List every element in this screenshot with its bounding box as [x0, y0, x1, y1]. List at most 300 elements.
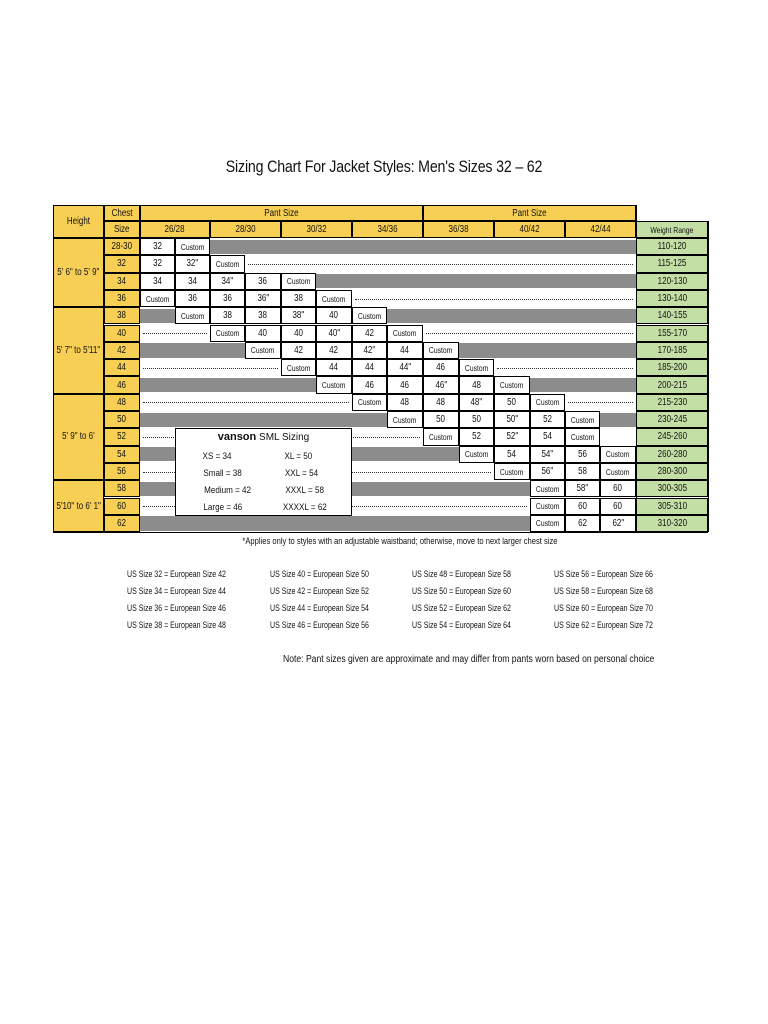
no-fit-bar — [140, 343, 245, 357]
pant-size-cell — [245, 325, 281, 342]
pant-size-cell — [210, 307, 245, 324]
weight-range-cell — [636, 463, 708, 480]
custom-size-cell-text: Custom — [535, 397, 560, 408]
weight-range-cell-text: 260-280 — [657, 448, 687, 460]
vanson-size-xl: XL = 50 — [284, 451, 313, 462]
height-header — [53, 205, 104, 238]
pant-size-cell-text: 42 — [365, 327, 374, 339]
pant-size-cell-text: 48 — [472, 379, 481, 391]
pant-size-cell-text: 44 — [365, 362, 374, 374]
pant-size-cell-text: 34" — [221, 275, 234, 287]
pant-size-cell — [565, 446, 600, 463]
pant-size-cell — [459, 376, 494, 393]
height-group-cell — [53, 480, 104, 532]
page-title: Sizing Chart For Jacket Styles: Men's Sizes 32 – 62 — [225, 158, 543, 176]
custom-size-cell — [423, 342, 459, 359]
custom-size-cell — [140, 290, 175, 307]
pant-size-cell — [600, 515, 636, 532]
pant-size-cell — [316, 325, 352, 342]
eu-size-item: US Size 54 = European Size 64 — [412, 620, 511, 630]
custom-size-cell-text: Custom — [322, 380, 346, 391]
chest-size-cell-text: 32 — [117, 258, 127, 270]
table-border — [53, 205, 54, 532]
chest-size-cell — [104, 411, 140, 428]
no-fit-bar — [210, 240, 636, 254]
pant-size-cell-text: 38 — [294, 293, 303, 305]
weight-range-cell-text: 170-185 — [657, 344, 687, 356]
weight-range-cell — [636, 394, 708, 411]
pant-size-cell-text: 48 — [436, 396, 446, 408]
custom-size-cell — [494, 376, 530, 393]
pant-size-column-header-text: 28/30 — [235, 224, 256, 235]
custom-size-cell-text: Custom — [535, 483, 560, 494]
vanson-size-large: Large = 46 — [203, 502, 243, 513]
pant-size-column-header — [210, 221, 281, 238]
custom-size-cell-text: Custom — [570, 414, 595, 425]
weight-range-cell-text: 200-215 — [657, 379, 687, 391]
custom-size-cell — [387, 325, 423, 342]
pant-size-cell — [245, 307, 281, 324]
pant-size-cell — [423, 359, 459, 376]
chest-size-cell — [104, 359, 140, 376]
pant-size-cell-text: 48" — [470, 396, 483, 408]
custom-size-cell-text: Custom — [180, 310, 205, 321]
custom-size-cell — [530, 515, 565, 532]
pant-size-cell-text: 58" — [576, 483, 589, 495]
pant-size-cell-text: 60 — [613, 483, 623, 495]
custom-fit-dotted-line — [143, 368, 278, 369]
custom-size-cell-text: Custom — [251, 345, 275, 356]
chest-size-cell-text: 46 — [117, 379, 127, 391]
chest-size-cell — [104, 480, 140, 497]
chest-size-cell — [104, 255, 140, 272]
custom-fit-dotted-line — [143, 333, 207, 334]
pant-size-cell-text: 36 — [258, 275, 268, 287]
eu-size-item: US Size 60 = European Size 70 — [554, 603, 653, 613]
custom-size-cell-text: Custom — [180, 241, 205, 252]
pant-size-cell — [494, 446, 530, 463]
no-fit-bar — [387, 309, 636, 323]
chest-size-cell-text: 62 — [117, 517, 127, 529]
pant-size-cell-text: 50 — [507, 396, 517, 408]
custom-size-cell-text: Custom — [535, 501, 560, 512]
custom-size-cell — [423, 428, 459, 445]
height-header-text: Height — [66, 216, 91, 227]
pant-size-cell — [140, 255, 175, 272]
weight-range-cell-text: 120-130 — [657, 275, 687, 287]
eu-size-item: US Size 50 = European Size 60 — [412, 586, 511, 596]
chest-size-cell — [104, 238, 140, 255]
pant-size-cell — [494, 428, 530, 445]
eu-size-item: US Size 38 = European Size 48 — [127, 620, 226, 630]
pant-size-cell — [387, 342, 423, 359]
pant-size-header-right-text: Pant Size — [512, 207, 547, 219]
no-fit-bar — [316, 274, 636, 288]
pant-size-cell-text: 56 — [578, 448, 587, 460]
pant-size-cell — [530, 446, 565, 463]
weight-range-cell-text: 310-320 — [657, 517, 687, 529]
chest-size-cell — [104, 376, 140, 393]
chest-size-cell — [104, 290, 140, 307]
pant-size-cell — [140, 273, 175, 290]
weight-range-cell — [636, 480, 708, 497]
pant-size-cell-text: 34 — [153, 275, 162, 287]
eu-size-item: US Size 58 = European Size 68 — [554, 586, 653, 596]
custom-size-cell-text: Custom — [286, 276, 311, 287]
chest-size-cell-text: 40 — [117, 327, 127, 339]
pant-size-cell-text: 46 — [400, 379, 410, 391]
custom-size-cell — [210, 255, 245, 272]
weight-range-cell — [636, 325, 708, 342]
custom-size-cell-text: Custom — [322, 293, 346, 304]
pant-size-header-left — [140, 205, 423, 221]
chest-size-cell-text: 36 — [117, 293, 127, 305]
pant-size-cell — [565, 463, 600, 480]
pant-size-cell-text: 50 — [472, 414, 481, 426]
pant-size-cell-text: 60 — [578, 500, 587, 512]
pant-size-cell — [423, 394, 459, 411]
height-group-cell — [53, 307, 104, 394]
pant-size-cell-text: 36 — [223, 293, 232, 305]
pant-size-cell-text: 62 — [578, 517, 587, 529]
chest-size-cell — [104, 342, 140, 359]
custom-size-cell-text: Custom — [464, 362, 489, 373]
custom-size-cell — [210, 325, 245, 342]
custom-size-cell-text: Custom — [606, 449, 630, 460]
custom-size-cell — [459, 446, 494, 463]
vanson-size-xxl: XXL = 54 — [284, 468, 319, 479]
pant-size-cell-text: 54" — [541, 448, 554, 460]
custom-size-cell-text: Custom — [606, 466, 630, 477]
table-border — [636, 221, 708, 222]
chest-size-cell — [104, 498, 140, 515]
eu-size-item: US Size 34 = European Size 44 — [127, 586, 226, 596]
vanson-size-small: Small = 38 — [203, 468, 242, 479]
chest-size-cell-text: 38 — [117, 310, 127, 322]
pant-size-cell-text: 60 — [613, 500, 623, 512]
no-fit-bar — [600, 413, 636, 427]
pant-size-cell-text: 40 — [258, 327, 268, 339]
pant-size-cell — [494, 411, 530, 428]
no-fit-bar — [530, 378, 636, 392]
eu-size-item: US Size 44 = European Size 54 — [270, 603, 369, 613]
weight-range-cell-text: 185-200 — [657, 362, 687, 374]
eu-size-item: US Size 42 = European Size 52 — [270, 586, 369, 596]
chest-header — [104, 205, 140, 221]
eu-size-item: US Size 36 = European Size 46 — [127, 603, 226, 613]
custom-size-cell-text: Custom — [286, 362, 311, 373]
chest-size-cell-text: 60 — [117, 500, 127, 512]
pant-size-cell-text: 34 — [188, 275, 197, 287]
pant-size-cell-text: 44" — [399, 362, 411, 374]
weight-range-cell-text: 230-245 — [657, 414, 687, 426]
pant-size-cell-text: 52" — [506, 431, 518, 443]
pant-size-cell — [352, 342, 387, 359]
custom-size-cell — [387, 411, 423, 428]
custom-size-cell — [316, 376, 352, 393]
pant-size-cell — [423, 376, 459, 393]
pant-size-cell — [530, 463, 565, 480]
custom-fit-dotted-line — [568, 402, 633, 403]
pant-size-cell — [565, 480, 600, 497]
pant-size-cell — [530, 411, 565, 428]
custom-size-cell — [600, 463, 636, 480]
custom-size-cell — [565, 428, 600, 445]
weight-range-cell-text: 110-120 — [657, 241, 687, 253]
pant-size-cell — [459, 428, 494, 445]
weight-range-cell-text: 300-305 — [657, 483, 687, 495]
height-group-cell-text: 5' 6" to 5' 9" — [57, 267, 100, 279]
vanson-title-suffix: SML Sizing — [259, 432, 310, 443]
weight-range-cell-text: 115-125 — [657, 258, 687, 270]
weight-range-cell-text: 140-155 — [657, 310, 687, 322]
pant-size-cell-text: 40 — [294, 327, 303, 339]
custom-fit-dotted-line — [426, 333, 633, 334]
pant-size-column-header — [494, 221, 565, 238]
weight-range-cell — [636, 515, 708, 532]
pant-size-cell — [210, 273, 245, 290]
no-fit-bar — [140, 378, 316, 392]
custom-size-cell-text: Custom — [393, 328, 417, 339]
custom-size-cell-text: Custom — [500, 466, 524, 477]
chest-size-cell — [104, 394, 140, 411]
custom-size-cell-text: Custom — [215, 328, 240, 339]
pant-size-cell-text: 40" — [328, 327, 340, 339]
pant-size-cell-text: 36 — [188, 293, 197, 305]
pant-size-cell — [281, 307, 316, 324]
chest-size-cell — [104, 428, 140, 445]
no-fit-bar — [140, 516, 530, 530]
pant-size-cell — [565, 515, 600, 532]
pant-size-cell — [494, 394, 530, 411]
custom-size-cell-text: Custom — [357, 397, 382, 408]
custom-size-cell — [600, 446, 636, 463]
pant-size-cell-text: 44 — [400, 344, 410, 356]
custom-size-cell — [530, 480, 565, 497]
weight-range-cell — [636, 428, 708, 445]
adjustable-waistband-footnote: *Applies only to styles with an adjustable waistband; otherwise, move to next larger chest size — [242, 536, 558, 547]
height-group-cell-text: 5' 9" to 6' — [62, 431, 95, 443]
chest-size-cell-text: 34 — [117, 275, 127, 287]
pant-size-cell — [281, 290, 316, 307]
vanson-sml-sizing-box — [175, 428, 352, 516]
weight-range-cell-text: 215-230 — [657, 396, 687, 408]
pant-size-cell-text: 54 — [507, 448, 517, 460]
pant-size-cell — [352, 325, 387, 342]
pant-size-cell-text: 46" — [435, 379, 447, 391]
custom-fit-dotted-line — [497, 368, 633, 369]
table-border — [53, 205, 636, 206]
eu-size-item: US Size 46 = European Size 56 — [270, 620, 369, 630]
custom-size-cell — [494, 463, 530, 480]
pant-size-cell — [316, 359, 352, 376]
custom-size-cell — [281, 359, 316, 376]
vanson-size-xxxl: XXXL = 58 — [285, 485, 324, 496]
pant-size-column-header-text: 26/28 — [164, 224, 186, 235]
pant-size-cell-text: 52 — [472, 431, 481, 443]
eu-size-item: US Size 40 = European Size 50 — [270, 569, 369, 579]
pant-size-cell-text: 42" — [363, 344, 376, 356]
pant-size-cell-text: 40 — [329, 310, 339, 322]
pant-size-cell — [140, 238, 175, 255]
pant-size-cell — [352, 376, 387, 393]
weight-range-cell-text: 245-260 — [657, 431, 687, 443]
pant-size-cell — [281, 342, 316, 359]
pant-size-cell — [175, 273, 210, 290]
pant-size-column-header-text: 42/44 — [590, 224, 611, 235]
pant-size-cell-text: 52 — [543, 414, 552, 426]
pant-size-cell-text: 62" — [612, 517, 624, 529]
pant-size-cell — [600, 498, 636, 515]
weight-range-cell — [636, 307, 708, 324]
chest-header-text: Chest — [111, 207, 133, 219]
custom-size-cell-text: Custom — [357, 310, 382, 321]
height-group-cell — [53, 394, 104, 481]
custom-size-cell-text: Custom — [429, 345, 453, 356]
pant-size-cell-text: 46 — [365, 379, 374, 391]
pant-size-cell — [175, 290, 210, 307]
weight-range-cell — [636, 446, 708, 463]
weight-range-cell — [636, 255, 708, 272]
chest-size-cell — [104, 463, 140, 480]
pant-size-header-right — [423, 205, 636, 221]
pant-size-cell — [281, 325, 316, 342]
pant-size-cell-text: 54 — [543, 431, 552, 443]
pant-size-column-header — [281, 221, 352, 238]
height-group-cell-text: 5'10" to 6' 1" — [56, 500, 101, 512]
chest-size-cell-text: 44 — [117, 362, 127, 374]
pant-size-cell-text: 50 — [436, 414, 446, 426]
custom-size-cell-text: Custom — [535, 518, 560, 529]
pant-size-column-header-text: 40/42 — [519, 224, 540, 235]
chest-size-cell-text: 54 — [117, 448, 127, 460]
chest-size-cell-text: 42 — [117, 344, 127, 356]
weight-range-header — [636, 221, 708, 238]
table-border — [53, 532, 708, 533]
custom-size-cell — [316, 290, 352, 307]
pant-size-cell — [459, 411, 494, 428]
custom-size-cell-text: Custom — [500, 380, 524, 391]
eu-size-item: US Size 62 = European Size 72 — [554, 620, 653, 630]
pant-size-cell-text: 32 — [153, 241, 162, 253]
custom-fit-dotted-line — [248, 264, 633, 265]
vanson-size-medium: Medium = 42 — [204, 485, 252, 496]
no-fit-bar — [459, 343, 636, 357]
weight-range-cell — [636, 273, 708, 290]
custom-size-cell-text: Custom — [393, 414, 417, 425]
table-border — [636, 205, 637, 532]
eu-size-item: US Size 32 = European Size 42 — [127, 569, 226, 579]
height-group-cell-text: 5' 7" to 5'11" — [56, 344, 101, 356]
pant-size-column-header — [140, 221, 210, 238]
pant-size-cell-text: 44 — [329, 362, 339, 374]
custom-size-cell-text: Custom — [145, 293, 170, 304]
pant-size-column-header-text: 30/32 — [306, 224, 327, 235]
weight-range-cell — [636, 498, 708, 515]
custom-size-cell-text: Custom — [570, 431, 595, 442]
pant-size-cell — [600, 480, 636, 497]
pant-size-cell-text: 38" — [292, 310, 305, 322]
pant-size-cell — [316, 307, 352, 324]
weight-range-cell — [636, 238, 708, 255]
custom-size-cell — [565, 411, 600, 428]
eu-size-item: US Size 48 = European Size 58 — [412, 569, 511, 579]
pant-size-cell — [387, 394, 423, 411]
pant-size-column-header-text: 34/36 — [377, 224, 398, 235]
custom-size-cell — [352, 307, 387, 324]
weight-range-cell — [636, 290, 708, 307]
pant-size-header-left-text: Pant Size — [264, 207, 299, 219]
chest-size-cell — [104, 325, 140, 342]
pant-size-cell-text: 32" — [186, 258, 199, 270]
custom-fit-dotted-line — [355, 299, 633, 300]
weight-range-cell — [636, 359, 708, 376]
weight-range-cell-text: 155-170 — [657, 327, 687, 339]
no-fit-bar — [140, 309, 175, 323]
weight-range-cell-text: 130-140 — [657, 293, 687, 305]
pant-size-cell-text: 48 — [400, 396, 410, 408]
pant-size-cell — [423, 411, 459, 428]
pant-size-column-header — [352, 221, 423, 238]
pant-size-cell-text: 42 — [294, 344, 303, 356]
height-group-cell — [53, 238, 104, 307]
pant-size-cell — [245, 290, 281, 307]
weight-range-header-text: Weight Range — [650, 224, 694, 235]
size-header-text: Size — [114, 224, 130, 235]
vanson-sizing-title — [176, 431, 351, 443]
weight-range-cell — [636, 411, 708, 428]
custom-fit-dotted-line — [143, 402, 349, 403]
pant-size-cell — [530, 428, 565, 445]
pant-size-cell-text: 36" — [257, 293, 269, 305]
pant-size-cell-text: 38 — [223, 310, 232, 322]
pant-size-cell — [387, 359, 423, 376]
pant-size-cell-text: 56" — [541, 466, 554, 478]
pant-size-cell — [387, 376, 423, 393]
pant-size-cell-text: 32 — [153, 258, 162, 270]
weight-range-cell — [636, 376, 708, 393]
custom-size-cell — [175, 238, 210, 255]
custom-size-cell-text: Custom — [215, 258, 240, 269]
size-header — [104, 221, 140, 238]
vanson-brand: vanson — [217, 431, 257, 443]
pant-size-cell — [352, 359, 387, 376]
vanson-size-xs: XS = 34 — [202, 451, 232, 462]
custom-size-cell — [459, 359, 494, 376]
custom-size-cell — [530, 394, 565, 411]
custom-size-cell — [530, 498, 565, 515]
pant-size-column-header — [423, 221, 494, 238]
no-fit-bar — [140, 413, 387, 427]
chest-size-cell — [104, 446, 140, 463]
chest-size-cell-text: 52 — [117, 431, 127, 443]
vanson-size-xxxxl: XXXXL = 62 — [282, 502, 327, 513]
pant-size-cell — [245, 273, 281, 290]
chest-size-cell-text: 50 — [117, 414, 127, 426]
custom-size-cell — [352, 394, 387, 411]
custom-size-cell-text: Custom — [464, 449, 489, 460]
chest-size-cell-text: 48 — [117, 396, 127, 408]
pant-size-cell — [565, 498, 600, 515]
custom-size-cell — [175, 307, 210, 324]
custom-size-cell — [245, 342, 281, 359]
pant-size-cell-text: 46 — [436, 362, 446, 374]
table-border — [708, 221, 709, 532]
pant-size-cell — [459, 394, 494, 411]
chest-size-cell — [104, 307, 140, 324]
pant-size-cell — [175, 255, 210, 272]
pant-size-cell-text: 58 — [578, 466, 587, 478]
